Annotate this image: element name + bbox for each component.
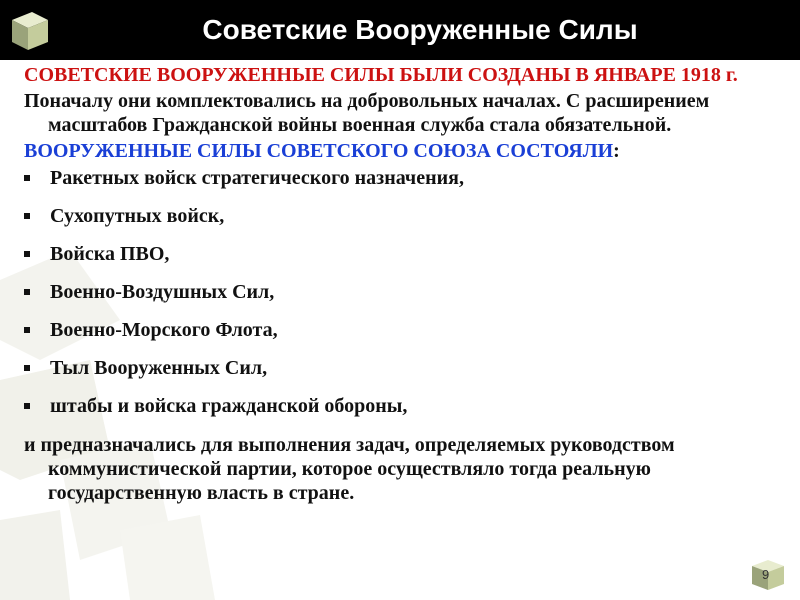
- list-item-text: Сухопутных войск,: [50, 205, 225, 227]
- list-item: [24, 355, 776, 393]
- list-item-text: Тыл Вооруженных Сил,: [50, 357, 268, 379]
- cube-icon: [8, 6, 52, 52]
- slide-header: [0, 0, 800, 60]
- list-item: [24, 393, 776, 431]
- paragraph-created: СОВЕТСКИЕ ВООРУЖЕННЫЕ СИЛЫ БЫЛИ СОЗДАНЫ В ЯНВАРЕ 1918 г.: [24, 64, 738, 86]
- list-item-text: Войска ПВО,: [50, 243, 170, 265]
- list-item: [24, 203, 776, 241]
- slide-title: Советские Вооруженные Силы: [202, 14, 638, 45]
- bullet-icon: [24, 175, 30, 181]
- list-item: [24, 279, 776, 317]
- list-item: [24, 241, 776, 279]
- list-item-text: Военно-Морского Флота,: [50, 319, 278, 341]
- composition-heading: ВООРУЖЕННЫЕ СИЛЫ СОВЕТСКОГО СОЮЗА СОСТОЯЛИ: [24, 140, 614, 162]
- list-item-text: штабы и войска гражданской обороны,: [50, 395, 408, 417]
- list-item: [24, 317, 776, 355]
- composition-colon: :: [613, 140, 620, 162]
- bullet-icon: [24, 327, 30, 333]
- paragraph-volunteer: Поначалу они комплектовались на добровольных началах. С расширением масштабов Гражданской войны военная служба стала обязательной.: [24, 90, 710, 136]
- bullet-icon: [24, 403, 30, 409]
- bullet-icon: [24, 365, 30, 371]
- composition-list: [24, 165, 776, 431]
- page-number: 9: [762, 567, 770, 582]
- list-item-text: Ракетных войск стратегического назначения,: [50, 167, 464, 189]
- bullet-icon: [24, 213, 30, 219]
- bullet-icon: [24, 251, 30, 257]
- list-item: [24, 165, 776, 203]
- bullet-icon: [24, 289, 30, 295]
- composition-heading-line: [24, 139, 776, 163]
- list-item-text: Военно-Воздушных Сил,: [50, 281, 275, 303]
- paragraph-purpose: и предназначались для выполнения задач, определяемых руководством коммунистической партии, которое осуществляло тогда реальную государственную власть в стране.: [24, 434, 675, 504]
- slide-content: [24, 63, 776, 507]
